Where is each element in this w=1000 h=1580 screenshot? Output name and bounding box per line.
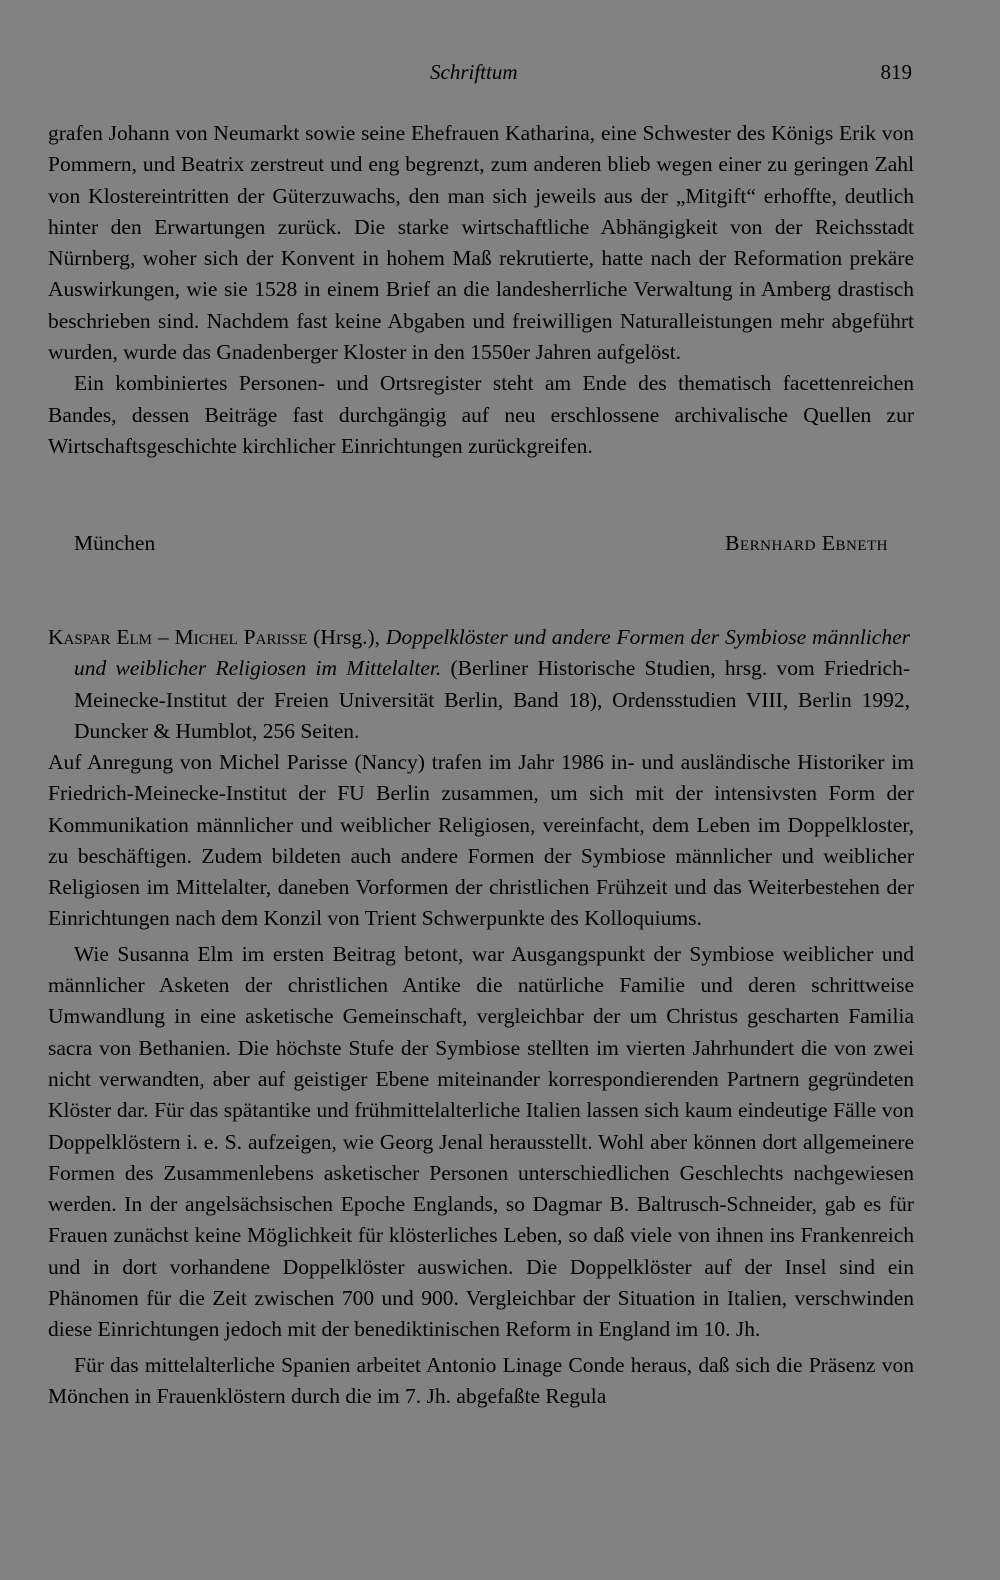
review-2-paragraph-1: Auf Anregung von Michel Parisse (Nancy) trafen im Jahr 1986 in- und ausländische Historiker im Friedrich-Meinecke-Institut der FU Berlin zusammen, um sich mit der intensivsten Form der Kommunikation männlicher und weiblicher Religiosen, vereinfacht, dem Leben im Doppelkloster, zu beschäftigen. Zudem bildeten auch andere Formen der Symbiose männlicher und weiblicher Religiosen im Mittelalter, daneben Vorformen der christlichen Frühzeit und das Weiterbestehen der Einrichtungen nach dem Konzil von Trient Schwerpunkte des Kolloquiums.	[48, 750, 914, 931]
review-1-city: München	[74, 531, 156, 555]
running-head	[0, 60, 1000, 92]
review-2-body	[48, 747, 914, 1412]
page-number: 819	[880, 60, 912, 84]
review-1-author: Bernhard Ebneth	[725, 531, 888, 555]
review-1-paragraph-1: grafen Johann von Neumarkt sowie seine Ehefrauen Katharina, eine Schwester des Königs Erik von Pommern, und Beatrix zerstreut und eng begrenzt, zum anderen blieb wegen einer zu geringen Zahl von Klostereintritten der Güterzuwachs, den man sich jeweils aus der „Mitgift“ erhoffte, deutlich hinter den Erwartungen zurück. Die starke wirtschaftliche Abhängigkeit von der Reichsstadt Nürnberg, woher sich der Konvent in hohem Maß rekrutierte, hatte nach der Reformation prekäre Auswirkungen, wie sie 1528 in einem Brief an die landesherrliche Verwaltung in Amberg drastisch beschrieben sind. Nachdem fast keine Abgaben und freiwilligen Naturalleistungen mehr abgeführt wurden, wurde das Gnadenberger Kloster in den 1550er Jahren aufgelöst.	[48, 121, 914, 365]
review-2-paragraph-3: Für das mittelalterliche Spanien arbeitet Antonio Linage Conde heraus, daß sich die Präsenz von Mönchen in Frauenklöstern durch die im 7. Jh. abgefaßte Regula	[48, 1352, 914, 1408]
review-1-body	[48, 118, 914, 462]
review-2-book-title: Doppelklöster und andere Formen der Symbiose männlicher und weiblicher Religiosen im Mittelalter.	[74, 625, 910, 681]
review-2-editors: Kaspar Elm – Michel Parisse	[48, 625, 308, 649]
review-2-book-details: (Berliner Historische Studien, hrsg. vom Friedrich-Meinecke-Institut der Freien Universität Berlin, Band 18), Ordensstudien VIII, Berlin 1992, Duncker & Humblot, 256 Seiten.	[74, 656, 910, 743]
review-1-paragraph-2: Ein kombiniertes Personen- und Ortsregister steht am Ende des thematisch facettenreichen Bandes, dessen Beiträge fast durchgängig auf neu erschlossene archivalische Quellen zur Wirtschaftsgeschichte kirchlicher Einrichtungen zurückgreifen.	[48, 371, 914, 458]
review-2-bibliographic-entry	[48, 622, 910, 747]
review-2-paragraph-2: Wie Susanna Elm im ersten Beitrag betont, war Ausgangspunkt der Symbiose weiblicher und männlicher Asketen der christlichen Antike die natürliche Familie und deren schrittweise Umwandlung in eine asketische Gemeinschaft, vergleichbar der um Christus gescharten Familia sacra von Bethanien. Die höchste Stufe der Symbiose stellten im vierten Jahrhundert die von zwei nicht verwandten, aber auf geistiger Ebene miteinander korrespondierenden Partnern gegründeten Klöster dar. Für das spätantike und frühmittelalterliche Italien lassen sich kaum eindeutige Fälle von Doppelklöstern i. e. S. aufzeigen, wie Georg Jenal herausstellt. Wohl aber können dort allgemeinere Formen des Zusammenlebens asketischer Personen unterschiedlichen Geschlechts nachgewiesen werden. In der angelsächsischen Epoche Englands, so Dagmar B. Baltrusch-Schneider, gab es für Frauen zunächst keine Möglichkeit für klösterliches Leben, so daß viele von ihnen ins Frankenreich und in dort vorhandene Doppelklöster auswichen. Die Doppelklöster auf der Insel sind ein Phänomen für die Zeit zwischen 700 und 900. Vergleichbar der Situation in Italien, verschwinden diese Einrichtungen jedoch mit der benediktinischen Reform in England im 10. Jh.	[48, 941, 914, 1342]
running-head-title: Schrifttum	[430, 60, 518, 84]
review-2-editors-suffix: (Hrsg.),	[307, 625, 386, 649]
